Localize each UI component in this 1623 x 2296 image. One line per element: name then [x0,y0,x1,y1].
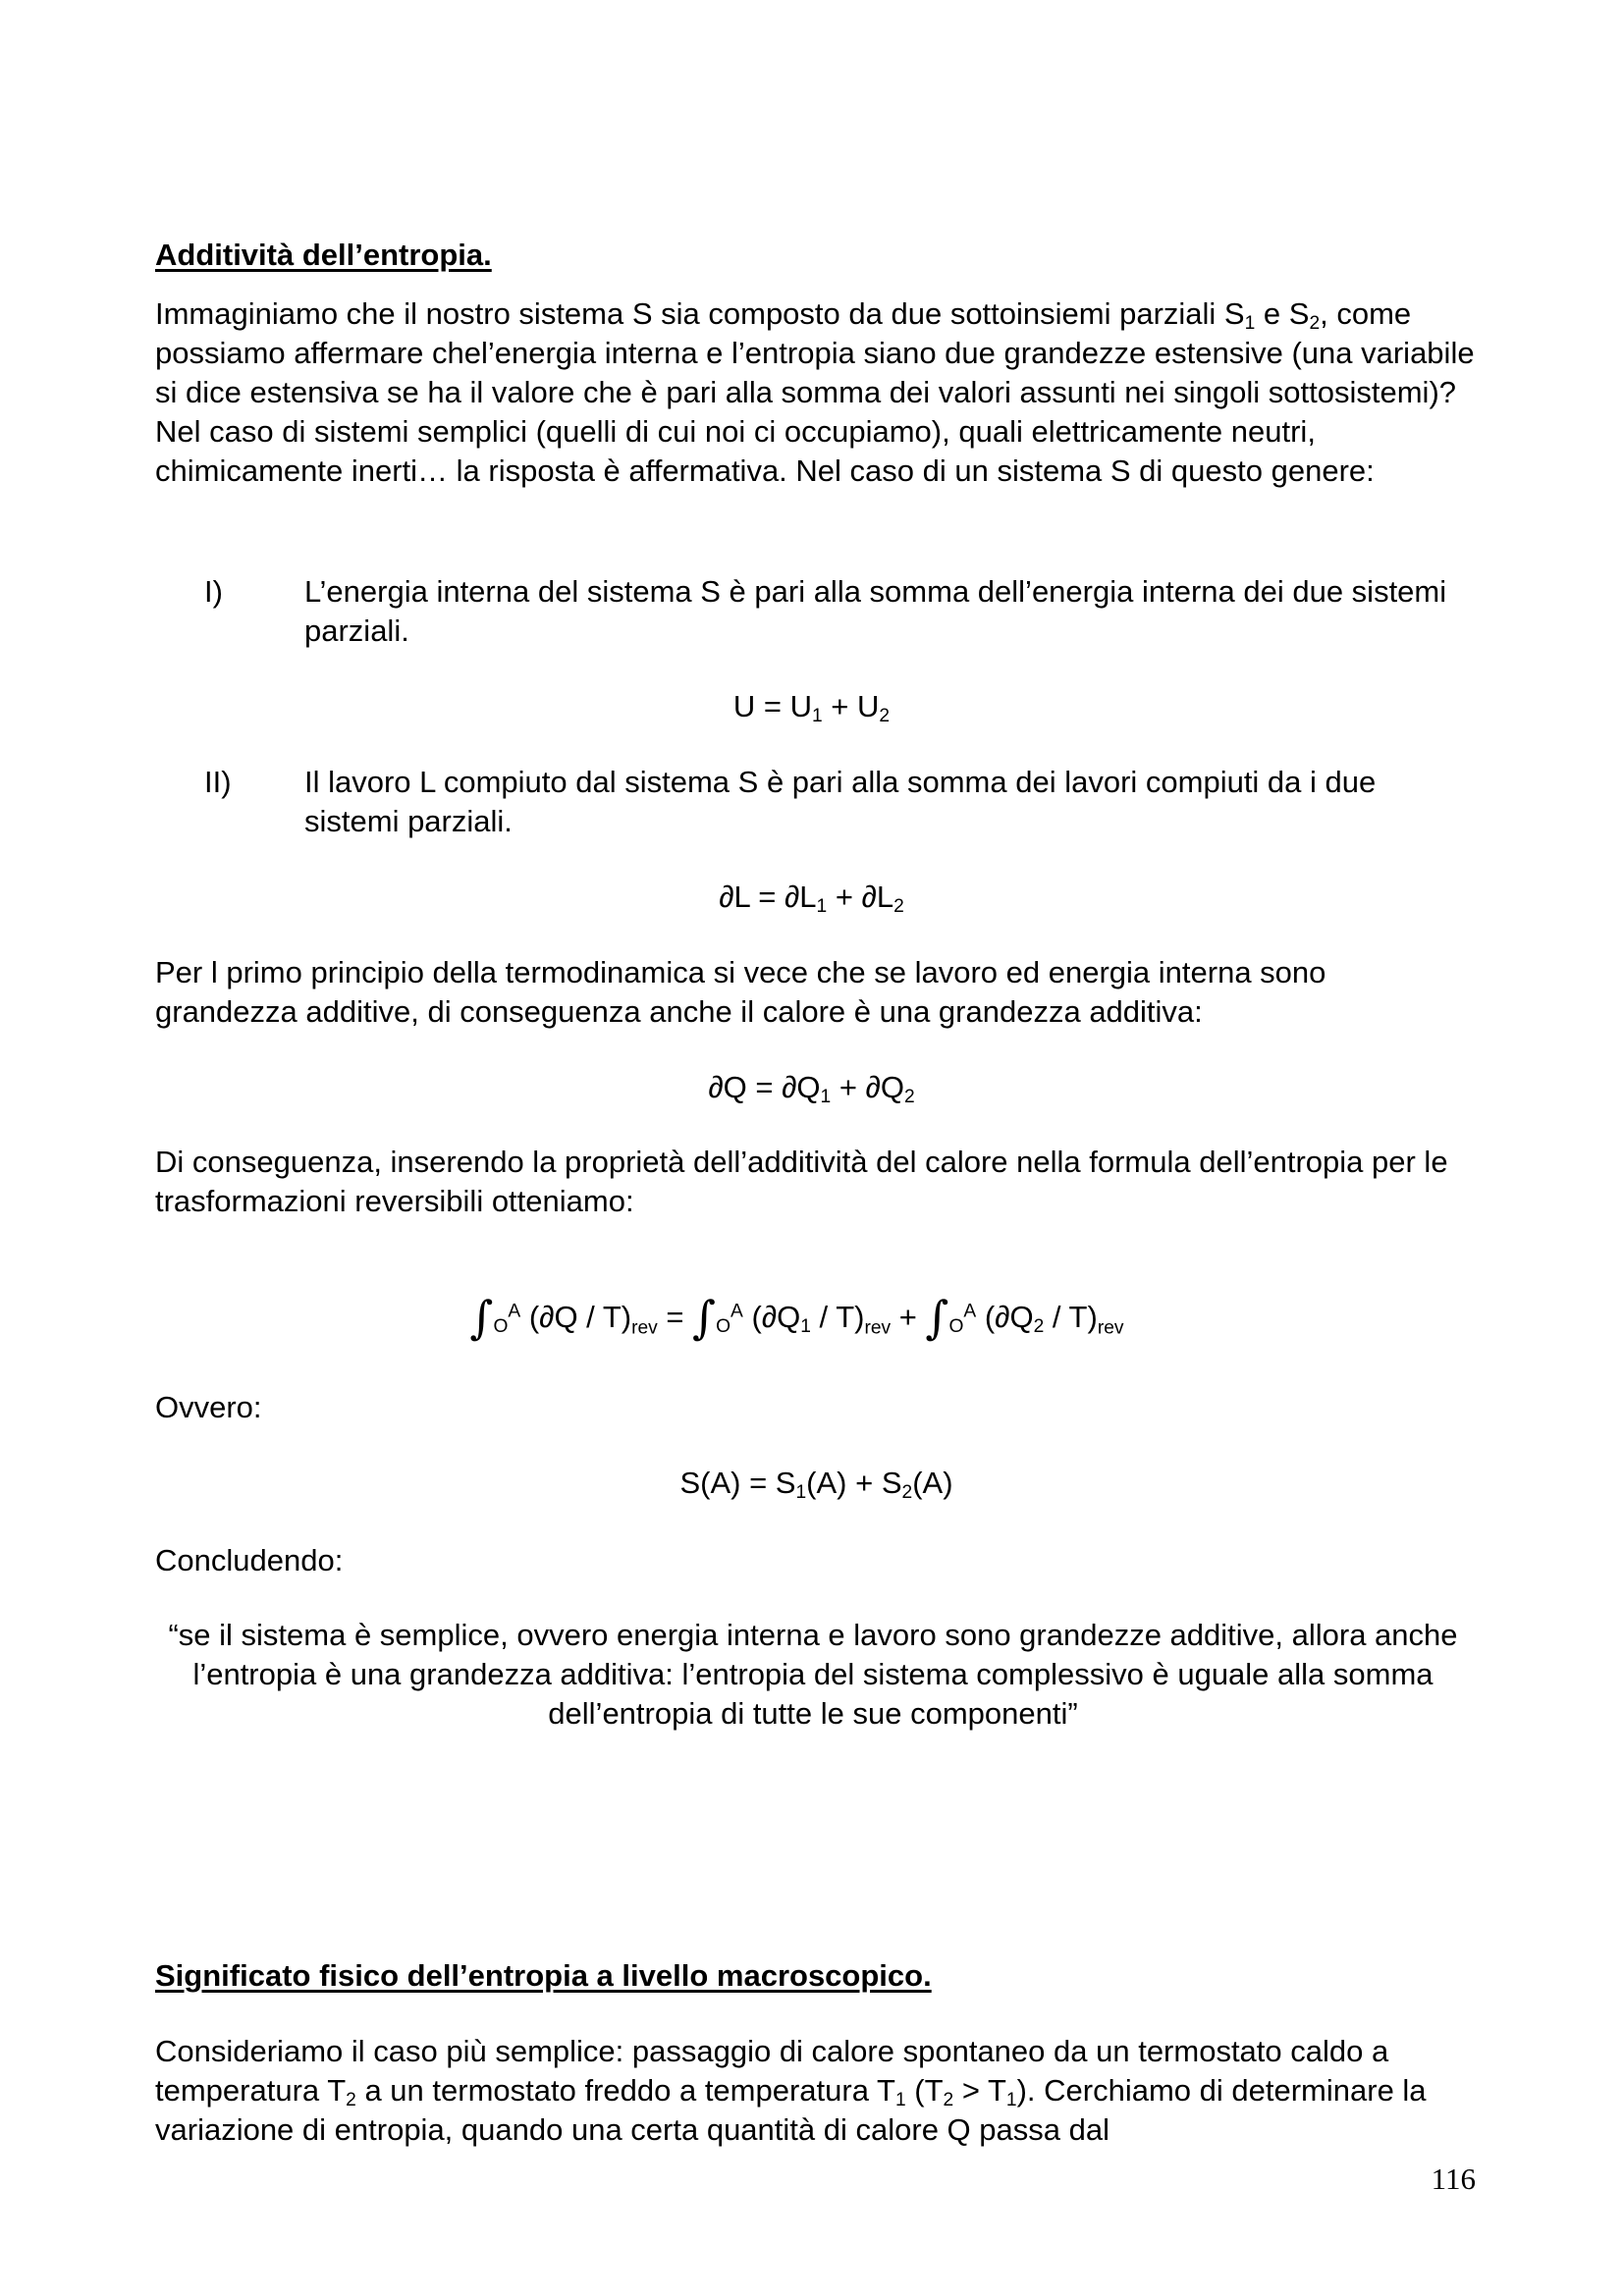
equation-entropy-sum: $S(A) = S_1(A) + S_2(A)$ [679,1466,953,1503]
physical-meaning-paragraph: Consideriamo il caso più semplice: passaggio di calore spontaneo da un termostato caldo a temperatura $T_2$ a un termostato freddo a temperatura $T_1$ $(T_2 > T_1)$. Cerchiamo di determinare la variazione di entropia, quando una certa quantità di calore Q passa dal [155,2034,1427,2147]
equation-internal-energy: $U = U_1 + U_2$ [732,689,891,726]
list-item-number: I) [204,574,223,609]
integral-equation: $\int_O^A$ $(\partial Q / T)_{rev} = \int_O^A$ $(\partial Q_1 / T)_{rev} + \int_O^A$ $(\partial Q_2 / T)_{rev}$ [469,1291,1124,1344]
list-item-text: L’energia interna del sistema S è pari alla somma dell’energia interna dei due sistemi parziali. [304,574,1447,648]
ovvero-label: Ovvero: [155,1390,262,1424]
page-number: 116 [1431,2162,1476,2196]
equation-work: $\partial L = \partial L_1 + \partial L_2$ [719,880,904,917]
conclusion-quote: “se il sistema è semplice, ovvero energia interna e lavoro sono grandezze additive, allora anche l’entropia è una grandezza additiva: l’entropia del sistema complessivo è uguale alla somma dell’entropia di tutte le sue componenti” [168,1618,1458,1731]
intro-paragraph: Immaginiamo che il nostro sistema S sia composto da due sottoinsiemi parziali $S_1$ e $S_2$, come possiamo affermare chel’energia interna e l’entropia siano due grandezze estensive (una variabile si dice estensiva se ha il valore che è pari alla somma dei valori assunti nei singoli sottosistemi)? Nel caso di sistemi semplici (quelli di cui noi ci occupiamo), quali elettricamente neutri, chimicamente inerti… la risposta è affermativa. Nel caso di un sistema S di questo genere: [155,296,1475,488]
section-heading-physical-meaning: Significato fisico dell’entropia a livello macroscopico. [155,1958,932,1993]
integral-sign: ∫ [925,1291,949,1344]
integral-sign: ∫ [692,1291,717,1344]
heat-additivity-paragraph: Per l primo principio della termodinamica si vece che se lavoro ed energia interna sono grandezza additive, di conseguenza anche il calore è una grandezza additiva: [155,955,1326,1029]
list-item-number: II) [204,765,232,799]
entropy-formula-paragraph: Di conseguenza, inserendo la proprietà dell’additività del calore nella formula dell’entropia per le trasformazioni reversibili otteniamo: [155,1145,1448,1218]
equation-heat: $\partial Q = \partial Q_1 + \partial Q_2$ [708,1070,915,1107]
section-heading-additivity: Additività dell’entropia. [155,238,492,272]
list-item-text: Il lavoro L compiuto dal sistema S è pari alla somma dei lavori compiuti da i due sistemi parziali. [304,765,1377,838]
integral-sign: ∫ [469,1291,494,1344]
concludendo-label: Concludendo: [155,1543,344,1577]
